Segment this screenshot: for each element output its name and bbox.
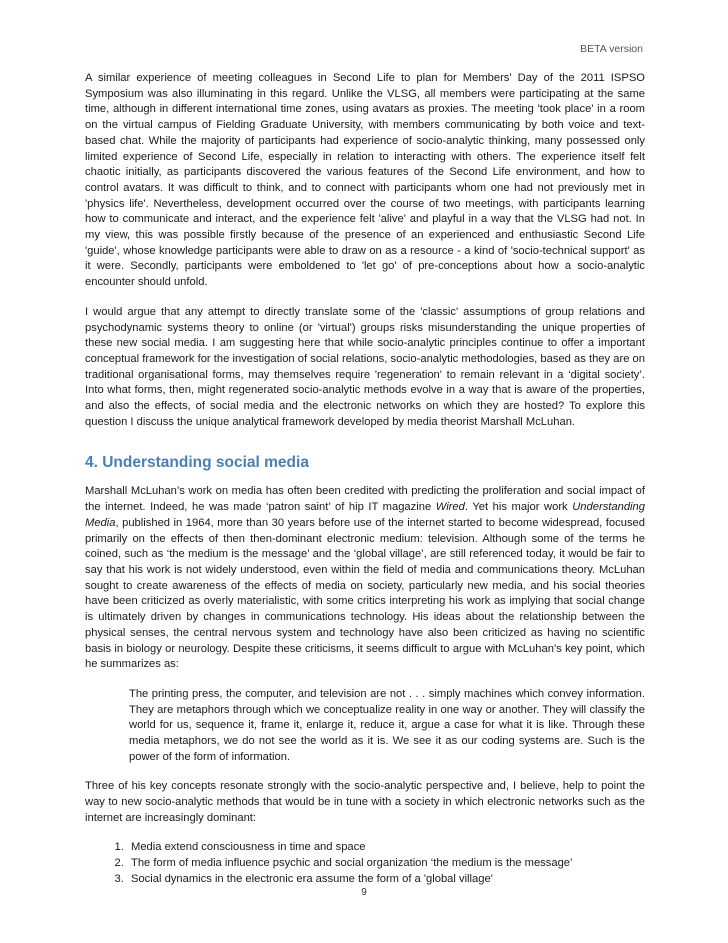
block-quote: The printing press, the computer, and television are not . . . simply machines which convey information. They are metaphors through which we conceptualize reality in one way or another. They will classify the world for us, sequence it, frame it, enlarge it, reduce it, argue a case for what it is like. Through these media metaphors, we do not see the world as it is. We see it as our coding systems are. Such is the power of the form of information. xyxy=(129,687,645,763)
list-item: 1. Media extend consciousness in time and space xyxy=(127,839,645,855)
list-item: 3. Social dynamics in the electronic era assume the form of a 'global village' xyxy=(127,871,645,887)
document-body xyxy=(85,71,645,887)
p3-part1: Marshall McLuhan’s work on media has often been credited with predicting the proliferation and social impact of the internet. Indeed, he was made ‘patron saint’ of hip IT magazine xyxy=(85,485,645,514)
paragraph-second-life-meeting: A similar experience of meeting colleagues in Second Life to plan for Members' Day of the 2011 ISPSO Symposium was also illuminating in this regard. Unlike the VLSG, all members were participating at the same time, although in different international time zones, using avatars as proxies. The meeting 'took place' in a room on the virtual campus of Fielding Graduate University, with members communicating by both voice and text-based chat. While the majority of participants had experience of socio-analytic thinking, many possessed only limited experience of Second Life, especially in relation to interacting with others. The experience itself felt chaotic initially, as participants discovered the various features of the Second Life environment, and how to control avatars. It was difficult to think, and to connect with participants whom one had not previously met in 'physics life'. Nevertheless, development occurred over the course of two meetings, with participants learning how to communicate and interact, and the experience felt 'alive' and playful in a way that the VLSG had not. In my view, this was possible firstly because of the presence of an experienced and enthusiastic Second Life 'guide', whose knowledge participants were able to draw on as a resource - a kind of 'socio-technical support' as it were. Secondly, participants were emboldened to 'let go' of pre-conceptions about how a socio-analytic encounter should unfold. xyxy=(85,72,645,289)
wired-title: Wired xyxy=(435,501,465,514)
header-version-label: BETA version xyxy=(580,43,643,55)
page-number: 9 xyxy=(361,887,367,898)
book-title: Understanding Media xyxy=(85,501,645,529)
section-heading: 4. Understanding social media xyxy=(85,454,309,472)
paragraph-mcluhan-work xyxy=(85,484,645,672)
key-concepts-list xyxy=(85,839,645,887)
paragraph-classic-assumptions: I would argue that any attempt to directly translate some of the 'classic' assumptions of group relations and psychodynamic systems theory to online (or 'virtual') groups risks misunderstanding the unique properties of these new social media. I am suggesting here that while socio-analytic principles continue to offer a important conceptual framework for the investigation of social relations, socio-analytic methodologies, based as they are on traditional organisational forms, may themselves require 'regeneration' to remain relevant in a ‘digital society’. Into what forms, then, might regenerated socio-analytic methods evolve in a way that is aware of the properties, and also the effects, of social media and the electronic networks on which they are hosted? To explore this question I discuss the unique analytical framework developed by media theorist Marshall McLuhan. xyxy=(85,305,645,428)
paragraph-key-concepts: Three of his key concepts resonate strongly with the socio-analytic perspective and, I believe, help to point the way to new socio-analytic methods that would be in tune with a society in which electronic networks such as the internet are increasingly dominant: xyxy=(85,780,645,824)
p3-part2: . Yet his major work xyxy=(464,501,573,514)
p3-part3: , published in 1964, more than 30 years before use of the internet started to become widespread, focused primarily on the effects of then then-dominant electronic medium: television. Although some of the terms he coined, such as ‘the medium is the message’ and the ‘global village’, are still referenced today, it would be fair to say that his work is not widely understood, even within the field of media and communications theory. McLuhan sought to create awareness of the effects of media on society, particularly new media, and his social theories have been criticized as overly materialistic, with some critics interpreting his work as implying that social change is ultimately driven by changes in communications technology. His ideas about the relationship between the physical senses, the central nervous system and technology have also been criticized as having no scientific basis in biology or neurology. Despite these criticisms, it seems difficult to argue with McLuhan’s key point, which he summarizes as: xyxy=(85,516,645,671)
list-item: 2. The form of media influence psychic and social organization ‘the medium is the message’ xyxy=(127,855,645,871)
